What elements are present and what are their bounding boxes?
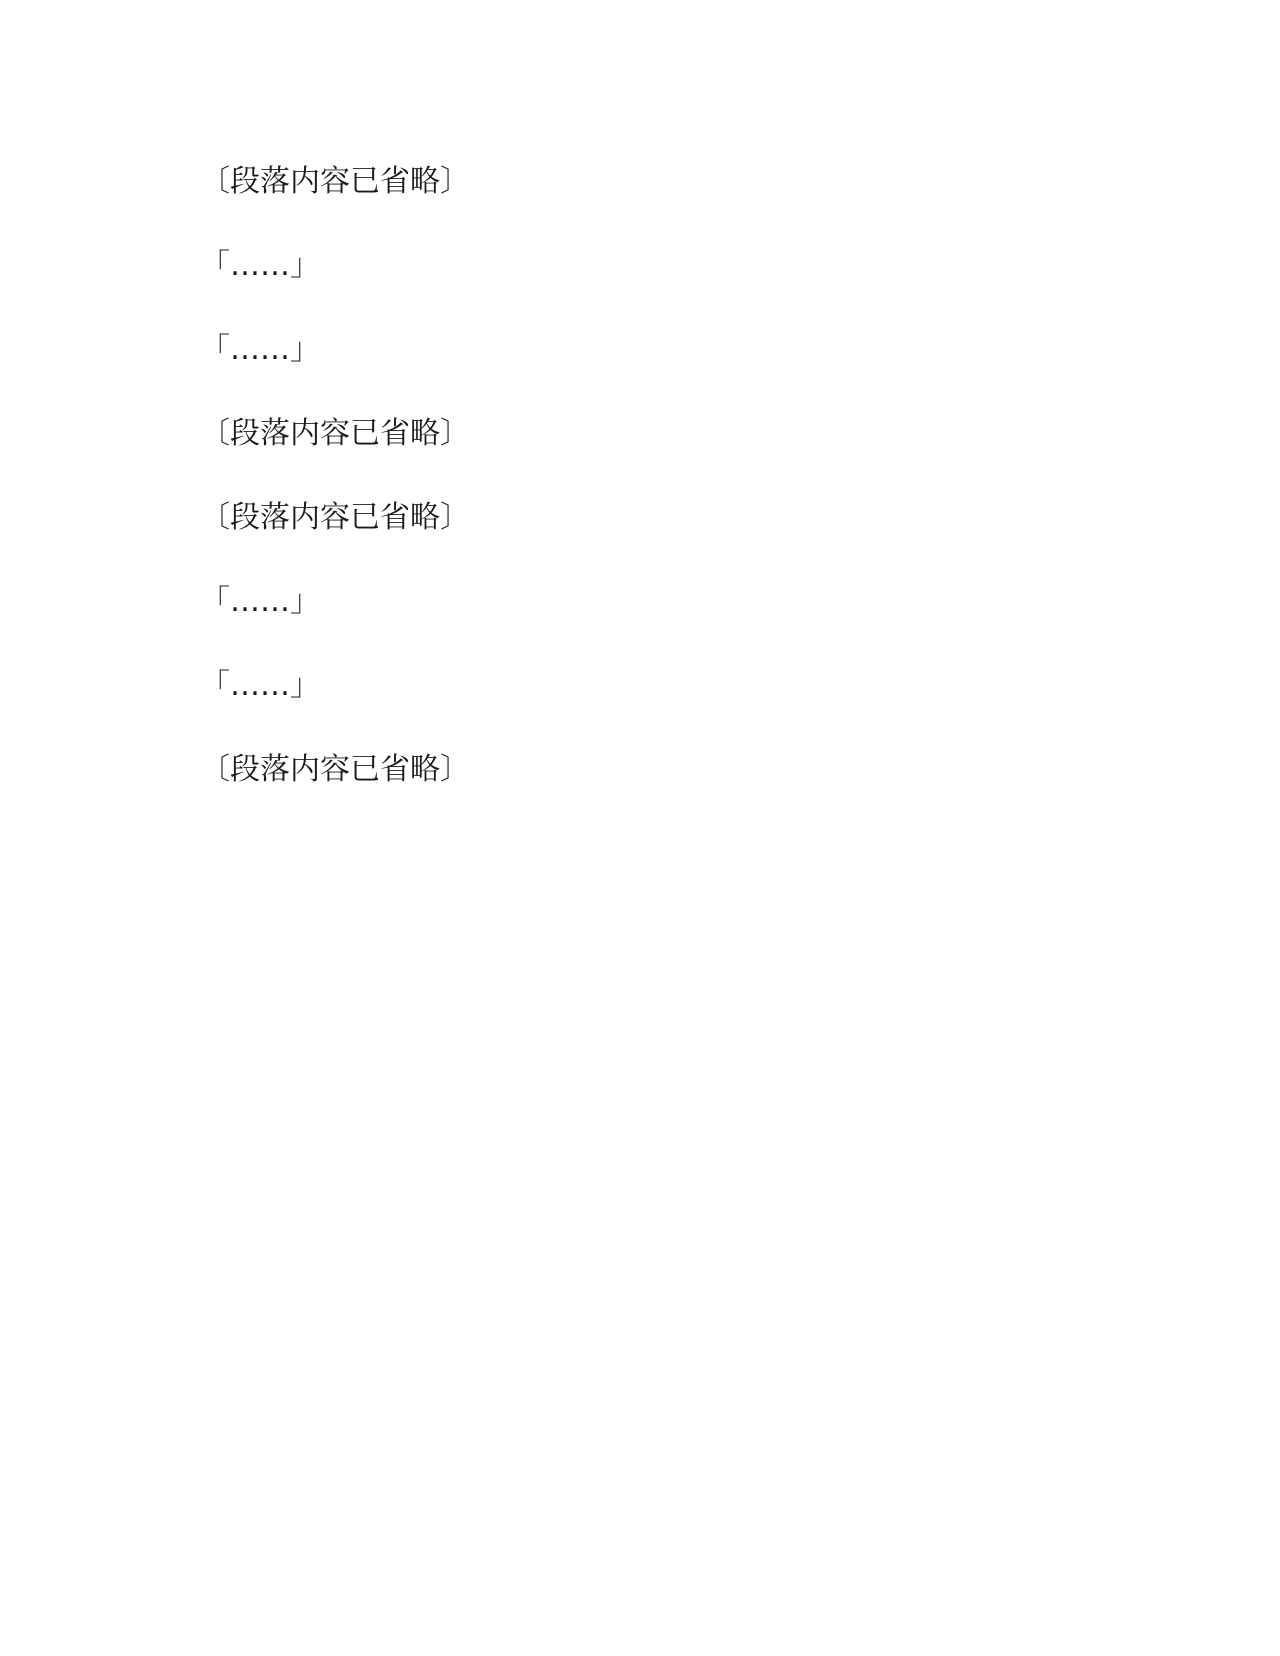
dialogue-paragraph: 「……」	[200, 248, 320, 283]
narrative-paragraph: 〔段落内容已省略〕	[200, 752, 470, 787]
paragraph-container	[140, 140, 1140, 812]
dialogue-paragraph: 「……」	[200, 668, 320, 703]
narrative-paragraph: 〔段落内容已省略〕	[200, 416, 470, 451]
narrative-paragraph: 〔段落内容已省略〕	[200, 500, 470, 535]
dialogue-paragraph: 「……」	[200, 332, 320, 367]
narrative-paragraph: 〔段落内容已省略〕	[200, 164, 470, 199]
dialogue-paragraph: 「……」	[200, 584, 320, 619]
